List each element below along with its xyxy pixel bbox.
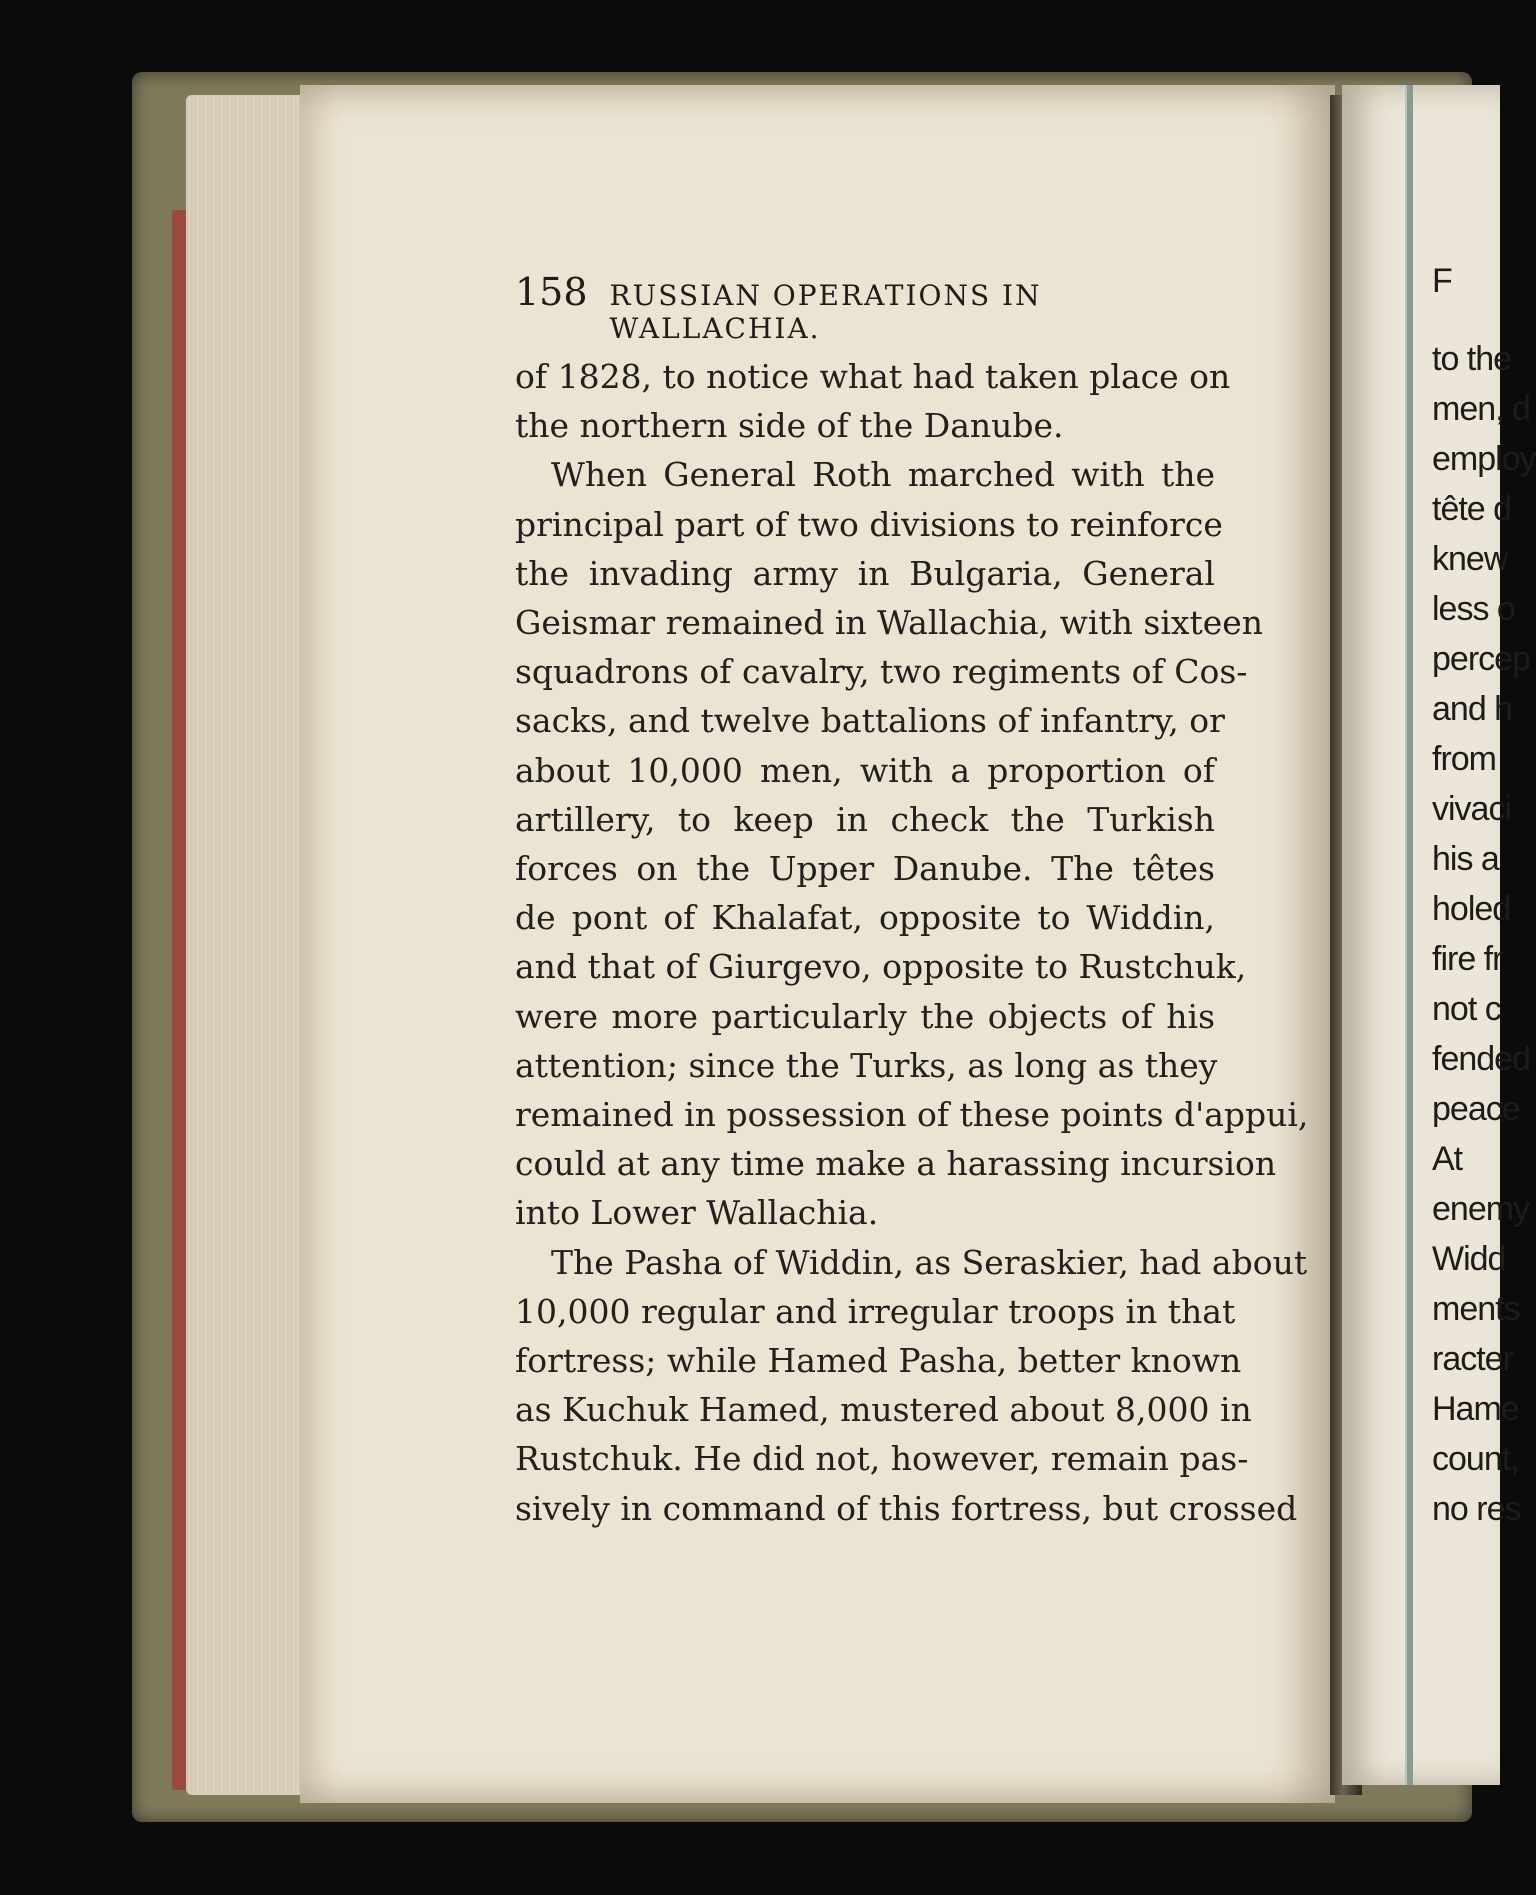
- text-line: principal part of two divisions to reinforce: [515, 504, 1223, 544]
- facing-page-line: enemy: [1432, 1190, 1530, 1228]
- facing-page-line: less o: [1432, 590, 1515, 628]
- facing-page-line: tête d: [1432, 490, 1512, 528]
- text-line: and that of Giurgevo, opposite to Rustchuk,: [515, 947, 1247, 987]
- facing-page-line: ments: [1432, 1290, 1520, 1328]
- right-page-rule: [1405, 85, 1413, 1785]
- text-line: the northern side of the Danube.: [515, 406, 1064, 446]
- facing-page-line: to the: [1432, 340, 1512, 378]
- page-stack: [186, 95, 304, 1795]
- facing-page-line: count,: [1432, 1440, 1519, 1478]
- body-text: [515, 352, 1309, 1533]
- text-line: of 1828, to notice what had taken place on: [515, 357, 1231, 396]
- text-line: 10,000 regular and irregular troops in that: [515, 1291, 1236, 1331]
- facing-page-line: vivaci: [1432, 790, 1512, 828]
- facing-page-line: peace: [1432, 1090, 1520, 1128]
- text-line: de pont of Khalafat, opposite to Widdin,: [515, 898, 1215, 938]
- text-line: The Pasha of Widdin, as Seraskier, had about: [551, 1242, 1308, 1282]
- facing-page-line: from: [1432, 740, 1496, 778]
- facing-page-line: Hame: [1432, 1390, 1519, 1428]
- running-head-title: RUSSIAN OPERATIONS IN WALLACHIA.: [609, 279, 1042, 345]
- text-line: squadrons of cavalry, two regiments of Cos-: [515, 652, 1248, 692]
- text-line: Rustchuk. He did not, however, remain pas-: [515, 1439, 1249, 1479]
- text-line: When General Roth marched with the: [551, 455, 1215, 495]
- facing-page-line: Widd: [1432, 1240, 1506, 1278]
- facing-page-line: employ: [1432, 440, 1536, 478]
- facing-page-line: his a: [1432, 840, 1499, 878]
- facing-page-line: percep: [1432, 640, 1530, 678]
- text-line: as Kuchuk Hamed, mustered about 8,000 in: [515, 1390, 1252, 1430]
- text-line: the invading army in Bulgaria, General: [515, 553, 1215, 593]
- facing-page-line: At: [1432, 1140, 1463, 1178]
- facing-page-line: and h: [1432, 690, 1513, 728]
- facing-page-line: knew: [1432, 540, 1508, 578]
- text-line: about 10,000 men, with a proportion of: [515, 750, 1215, 790]
- text-line: into Lower Wallachia.: [515, 1193, 879, 1233]
- running-head: [515, 270, 1180, 345]
- facing-page-line: fire fr: [1432, 940, 1503, 978]
- text-line: could at any time make a harassing incursion: [515, 1144, 1277, 1184]
- text-line: sively in command of this fortress, but crossed: [515, 1488, 1298, 1528]
- facing-page-line: racter: [1432, 1340, 1513, 1378]
- text-line: were more particularly the objects of his: [515, 996, 1215, 1036]
- text-line: forces on the Upper Danube. The têtes: [515, 849, 1215, 889]
- text-line: sacks, and twelve battalions of infantry, or: [515, 701, 1225, 741]
- text-line: fortress; while Hamed Pasha, better known: [515, 1341, 1242, 1381]
- page-number: 158: [515, 270, 588, 314]
- cover-edge: [172, 210, 186, 1790]
- facing-page-header: F: [1432, 262, 1452, 300]
- text-line: remained in possession of these points d'appui,: [515, 1095, 1309, 1135]
- facing-page-line: fended: [1432, 1040, 1530, 1078]
- text-line: Geismar remained in Wallachia, with sixteen: [515, 603, 1264, 643]
- facing-page-line: no res: [1432, 1490, 1521, 1528]
- facing-page-line: holed: [1432, 890, 1511, 928]
- facing-page-line: not c: [1432, 990, 1501, 1028]
- facing-page-line: men, d: [1432, 390, 1530, 428]
- text-line: artillery, to keep in check the Turkish: [515, 799, 1215, 839]
- text-line: attention; since the Turks, as long as they: [515, 1045, 1218, 1085]
